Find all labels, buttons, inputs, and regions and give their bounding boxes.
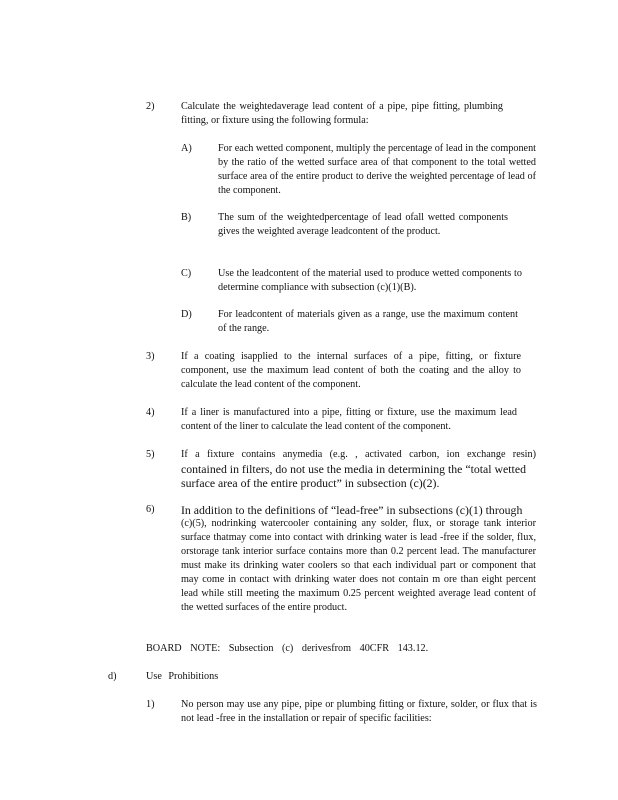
item-number-B: B) <box>181 212 192 223</box>
item-number-1: 1) <box>146 699 155 710</box>
item-5-line1: If a fixture contains anymedia (e.g. , activated carbon, ion exchange resin) <box>181 449 536 460</box>
item-A-text: For each wetted component, multiply the percentage of lead in the component by the ratio of the wetted surface area of that component to the total wetted surface area of the entire product to derive the weighted percentage of lead of the component. <box>218 143 536 196</box>
item-number-4: 4) <box>146 407 155 418</box>
item-4-text: If a liner is manufactured into a pipe, fitting or fixture, use the maximum lead content of the liner to calculate the lead content of the component. <box>181 407 517 432</box>
item-6-line1: In addition to the definitions of “lead-free” in subsections (c)(1) through <box>181 503 523 517</box>
item-number-2: 2) <box>146 101 155 112</box>
item-5-rest: contained in filters, do not use the media in determining the “total wetted surface area of the entire product” in subsection (c)(2). <box>181 462 526 490</box>
item-1-text: No person may use any pipe, pipe or plumbing fitting or fixture, solder, or flux that is not lead -free in the installation or repair of specific facilities: <box>181 699 537 724</box>
item-6-text <box>181 503 536 615</box>
item-6-rest: (c)(5), nodrinking watercooler containing any solder, flux, or storage tank interior surface thatmay come into contact with drinking water is lead -free if the solder, flux, orstorage tank interior surface contains more than 0.2 percent lead. The manufacturer must make its drinking water coolers so that each individual part or component that may come in contact with drinking water does not contain m ore than eight percent lead while still meeting the maximum 0.25 percent weighted average lead content of the wetted surfaces of the entire product. <box>181 518 536 613</box>
item-number-6: 6) <box>146 504 155 515</box>
board-note: BOARD NOTE: Subsection (c) derivesfrom 40CFR 143.12. <box>146 643 429 654</box>
item-number-5: 5) <box>146 449 155 460</box>
item-2-text: Calculate the weightedaverage lead content of a pipe, pipe fitting, plumbing fitting, or fixture using the following formula: <box>181 101 503 126</box>
item-number-3: 3) <box>146 351 155 362</box>
item-3-text: If a coating isapplied to the internal surfaces of a pipe, fitting, or fixture component, use the maximum lead content of both the coating and the alloy to calculate the lead content of the component. <box>181 351 521 390</box>
item-number-A: A) <box>181 143 192 154</box>
item-C-text: Use the leadcontent of the material used to produce wetted components to determine compliance with subsection (c)(1)(B). <box>218 268 522 293</box>
item-D-text: For leadcontent of materials given as a range, use the maximum content of the range. <box>218 309 518 334</box>
item-B-text: The sum of the weightedpercentage of lead ofall wetted components gives the weighted average leadcontent of the product. <box>218 212 508 237</box>
section-letter-d: d) <box>108 671 117 682</box>
item-number-D: D) <box>181 309 192 320</box>
item-number-C: C) <box>181 268 192 279</box>
item-5-text <box>181 448 536 490</box>
section-d-heading: Use Prohibitions <box>146 671 219 682</box>
